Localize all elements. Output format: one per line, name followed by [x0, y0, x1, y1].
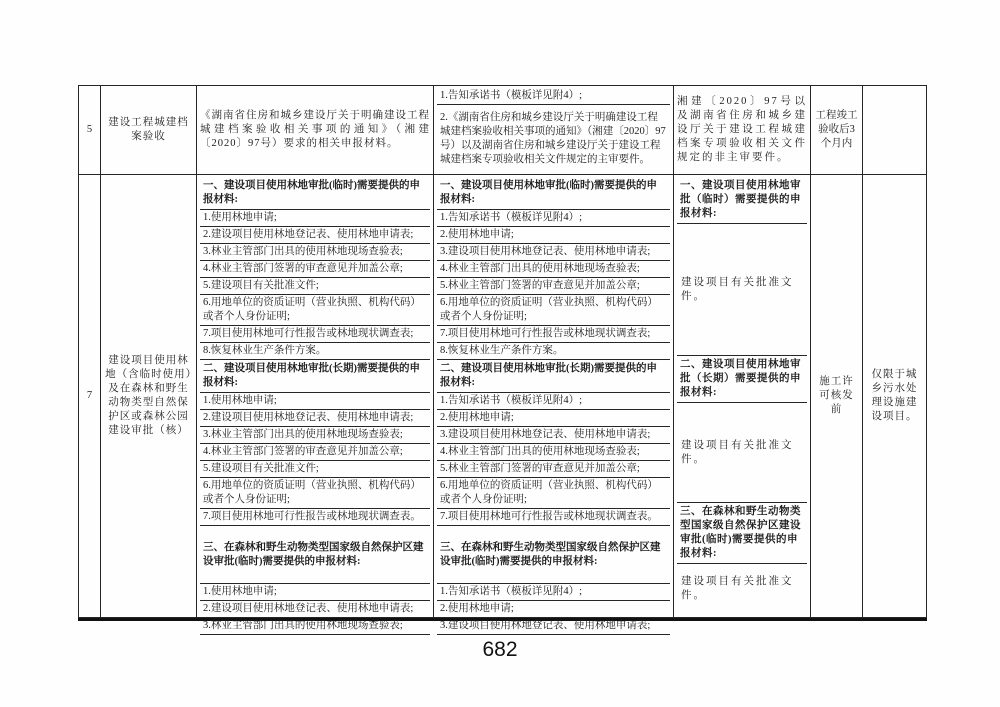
section-header: 一、建设项目使用林地审批(临时)需要提供的申报材料: [200, 177, 430, 210]
material-item: 1.使用林地申请; [200, 210, 430, 227]
material-item: 8.恢复林业生产条件方案。 [437, 343, 670, 360]
material-item: 2.建设项目使用林地登记表、使用林地申请表; [200, 410, 430, 427]
material-item: 6.用地单位的资质证明（营业执照、机构代码）或者个人身份证明; [437, 295, 670, 326]
commitment-item [437, 105, 670, 172]
material-item: 4.林业主管部门出具的使用林地现场查验表; [437, 261, 670, 278]
approval-doc-note [677, 564, 807, 615]
material-item: 6.用地单位的资质证明（营业执照、机构代码）或者个人身份证明; [200, 478, 430, 509]
time-limit-cell: 施工许可核发前 [811, 175, 863, 618]
material-item: 7.项目使用林地可行性报告或林地现状调查表; [200, 326, 430, 343]
approval-doc-note [677, 224, 807, 356]
material-item: 7.项目使用林地可行性报告或林地现状调查表。 [437, 509, 670, 526]
material-item: 2.使用林地申请; [437, 601, 670, 618]
item-name-cell: 建设项目使用林地（含临时使用）及在森林和野生动物类型自然保护区或森林公园建设审批（核） [101, 175, 197, 618]
material-item: 5.建设项目有关批准文件; [200, 461, 430, 478]
time-limit-cell: 工程竣工验收后3个月内 [811, 86, 863, 175]
material-item: 1.告知承诺书（模板详见附4）; [437, 584, 670, 601]
commitment-item: 1.告知承诺书（模板详见附4）; [437, 88, 670, 105]
material-item: 2.使用林地申请; [437, 410, 670, 427]
section-header: 一、建设项目使用林地审批(临时)需要提供的申报材料: [437, 177, 670, 210]
material-item: 1.使用林地申请; [200, 393, 430, 410]
material-item: 3.建设项目使用林地登记表、使用林地申请表; [437, 618, 670, 635]
section-header: 二、建设项目使用林地审批(长期)需要提供的申报材料: [200, 360, 430, 393]
post-check-cell [674, 175, 811, 618]
section-header-text: 三、在森林和野生动物类型国家级自然保护区建设审批(临时)需要提供的申报材料: [203, 541, 424, 567]
post-check-cell: 湘建〔2020〕97号以及湖南省住房和城乡建设厅关于建设工程城建档案专项验收相关文件规定的非主审要件。 [674, 86, 811, 175]
seq-cell: 5 [79, 86, 101, 175]
remark-cell: 仅限于城乡污水处理设施建设项目。 [863, 175, 927, 618]
material-item: 5.林业主管部门签署的审查意见并加盖公章; [437, 461, 670, 478]
material-item: 3.建设项目使用林地登记表、使用林地申请表; [437, 427, 670, 444]
section-header: 二、建设项目使用林地审批(长期)需要提供的申报材料: [437, 360, 670, 393]
section-header: 三、在森林和野生动物类型国家级自然保护区建设审批(临时)需要提供的申报材料: [677, 503, 807, 564]
material-item: 1.使用林地申请; [200, 584, 430, 601]
material-item: 7.项目使用林地可行性报告或林地现状调查表; [437, 326, 670, 343]
section-header: 二、建设项目使用林地审批（长期）需要提供的申报材料: [677, 356, 807, 403]
material-item: 2.使用林地申请; [437, 227, 670, 244]
commitment-materials-cell [434, 175, 674, 631]
original-materials-cell [197, 175, 434, 631]
material-item: 3.林业主管部门出具的使用林地现场查验表; [200, 618, 430, 635]
material-item: 6.用地单位的资质证明（营业执照、机构代码）或者个人身份证明; [200, 295, 430, 326]
remark-cell [863, 86, 927, 175]
approval-doc-text: 建设项目有关批准文件。 [681, 576, 794, 602]
material-item: 5.林业主管部门签署的审查意见并加盖公章; [437, 278, 670, 295]
material-item: 2.建设项目使用林地登记表、使用林地申请表; [200, 601, 430, 618]
material-item: 6.用地单位的资质证明（营业执照、机构代码）或者个人身份证明; [437, 478, 670, 509]
seq-cell: 7 [79, 175, 101, 618]
material-item: 4.林业主管部门签署的审查意见并加盖公章; [200, 261, 430, 278]
material-item: 3.林业主管部门出具的使用林地现场查验表; [200, 244, 430, 261]
material-item: 3.建设项目使用林地登记表、使用林地申请表; [437, 244, 670, 261]
section-header [437, 526, 670, 584]
page-number: 682 [482, 638, 518, 661]
approval-doc-text: 建设项目有关批准文件。 [681, 439, 794, 465]
material-item: 4.林业主管部门签署的审查意见并加盖公章; [200, 444, 430, 461]
table-row-item7 [79, 175, 927, 618]
material-item: 4.林业主管部门出具的使用林地现场查验表; [437, 444, 670, 461]
section-header [200, 526, 430, 584]
approval-doc-note [677, 403, 807, 502]
table-row-item5 [79, 86, 927, 175]
material-item: 1.告知承诺书（模板详见附4）; [437, 210, 670, 227]
material-item: 1.告知承诺书（模板详见附4）; [437, 393, 670, 410]
approval-doc-text: 建设项目有关批准文件。 [681, 276, 794, 302]
approval-items-table [78, 85, 927, 631]
commitment-materials-cell [434, 86, 674, 175]
original-materials-cell: 《湖南省住房和城乡建设厅关于明确建设工程城建档案验收相关事项的通知》（湘建〔2020〕97号）要求的相关申报材料。 [197, 86, 434, 175]
material-item: 5.建设项目有关批准文件; [200, 278, 430, 295]
section-header-text: 三、在森林和野生动物类型国家级自然保护区建设审批(临时)需要提供的申报材料: [440, 541, 661, 567]
item-name-cell: 建设工程城建档案验收 [101, 86, 197, 175]
material-item: 3.林业主管部门出具的使用林地现场查验表; [200, 427, 430, 444]
commitment-item-text: 2.《湖南省住房和城乡建设厅关于明确建设工程城建档案验收相关事项的通知》（湘建〔2020〕97号）以及湖南省住房和城乡建设厅关于建设工程城建档案专项验收相关文件规定的主审要件。 [440, 111, 666, 165]
section-header: 一、建设项目使用林地审批（临时）需要提供的申报材料: [677, 177, 807, 224]
material-item: 7.项目使用林地可行性报告或林地现状调查表。 [200, 509, 430, 526]
material-item: 2.建设项目使用林地登记表、使用林地申请表; [200, 227, 430, 244]
material-item: 8.恢复林业生产条件方案。 [200, 343, 430, 360]
